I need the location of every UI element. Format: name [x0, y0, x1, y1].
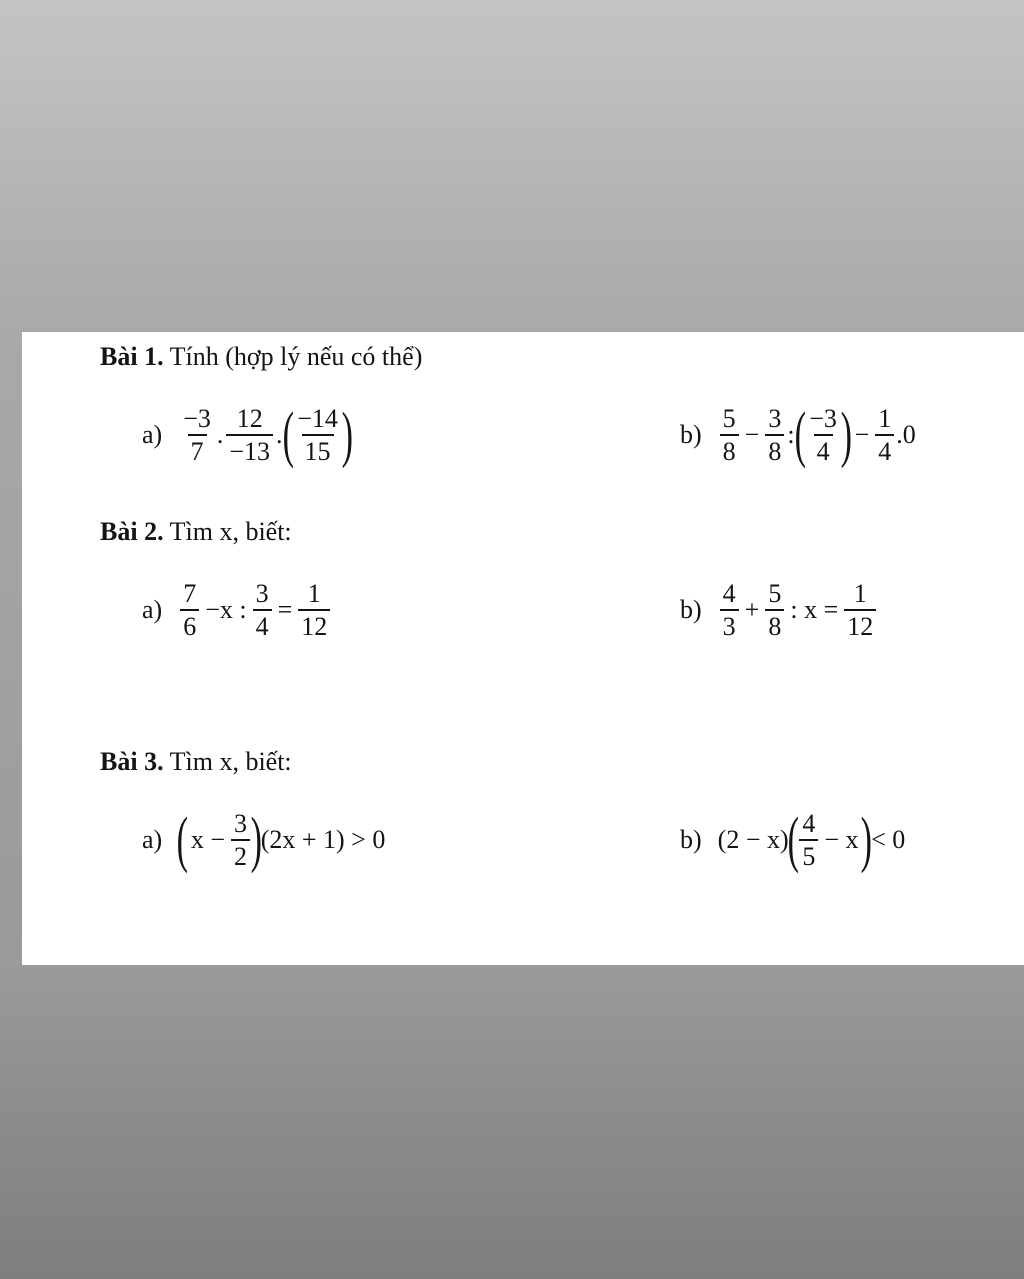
problem-3b-minus-x: − x [824, 825, 859, 854]
problem-1b-tail: .0 [896, 420, 916, 449]
denominator: 4 [253, 609, 272, 640]
exercise-2-number: Bài 2. [100, 517, 164, 546]
denominator: 2 [231, 839, 250, 870]
problem-2b [680, 580, 878, 641]
fraction [844, 580, 876, 641]
fraction [180, 580, 199, 641]
fraction [294, 405, 341, 466]
denominator: 8 [720, 434, 739, 465]
problem-3b-label: b) [680, 825, 702, 854]
exercise-1-instruction: Tính (hợp lý nếu có thể) [163, 342, 423, 371]
exercise-3-instruction: Tìm x, biết: [163, 747, 292, 776]
denominator: 15 [302, 434, 334, 465]
fraction [231, 810, 250, 871]
denominator: 5 [799, 839, 818, 870]
exercise-3-heading [100, 747, 292, 777]
exercise-1-heading [100, 342, 422, 372]
fraction [226, 405, 273, 466]
fraction [298, 580, 330, 641]
problem-1a-label: a) [142, 420, 163, 449]
problem-3b: b) (2 − x) ( $\frac{4}{5}$ − x ) < 0 [680, 806, 906, 874]
problem-2a-middle: −x : [205, 595, 247, 625]
denominator: −13 [226, 434, 273, 465]
numerator: 3 [768, 403, 782, 433]
fraction [720, 580, 739, 641]
exercise-sheet [22, 332, 1024, 965]
numerator: 4 [802, 808, 816, 838]
problem-1a: a) $\frac{-3}{7}$ . $\frac{12}{-13}$ . ( $\frac{-14}{15}$ ) [142, 401, 353, 469]
numerator: 1 [853, 579, 867, 608]
numerator: 1 [307, 579, 321, 608]
numerator: −3 [809, 403, 837, 433]
numerator: 3 [255, 579, 269, 608]
fraction [253, 580, 272, 641]
denominator: 3 [720, 609, 739, 640]
numerator: −3 [183, 403, 211, 433]
problem-3b-head: (2 − x) [717, 825, 789, 854]
denominator: 4 [814, 434, 833, 465]
problem-3a: a) ( x − $\frac{3}{2}$ ) (2x + 1) > 0 [142, 806, 386, 874]
denominator: 8 [765, 609, 784, 640]
fraction [765, 580, 784, 641]
exercise-3-number: Bài 3. [100, 747, 164, 776]
fraction [806, 405, 840, 466]
numerator: 5 [722, 403, 736, 433]
problem-2a [142, 580, 332, 641]
numerator: 5 [768, 579, 782, 608]
numerator: −14 [297, 403, 338, 433]
problem-1b-label: b) [680, 420, 702, 449]
fraction [875, 405, 894, 466]
problem-3a-x: x − [190, 825, 226, 854]
problem-2a-label: a) [142, 595, 163, 625]
numerator: 12 [236, 403, 263, 433]
denominator: 8 [765, 434, 784, 465]
numerator: 1 [878, 403, 892, 433]
fraction [765, 405, 784, 466]
denominator: 4 [875, 434, 894, 465]
numerator: 3 [234, 808, 248, 838]
denominator: 7 [188, 434, 207, 465]
problem-3a-tail: (2x + 1) > 0 [260, 825, 386, 854]
exercise-2-instruction: Tìm x, biết: [163, 517, 292, 546]
numerator: 7 [183, 579, 197, 608]
fraction [720, 405, 739, 466]
fraction [799, 810, 818, 871]
fraction [180, 405, 214, 466]
exercise-2-heading [100, 517, 292, 547]
denominator: 12 [298, 609, 330, 640]
plus-sign: + [744, 595, 760, 625]
numerator: 4 [722, 579, 736, 608]
problem-1b: b) $\frac{5}{8}$ − $\frac{3}{8}$ : ( $\frac{-3}{4}$ ) − $\frac{1}{4}$ .0 [680, 401, 916, 469]
problem-2b-middle: : x = [790, 595, 839, 625]
problem-3a-label: a) [142, 825, 163, 854]
exercise-1-number: Bài 1. [100, 342, 164, 371]
equals-sign: = [277, 595, 293, 625]
denominator: 6 [180, 609, 199, 640]
denominator: 12 [844, 609, 876, 640]
problem-3b-tail: < 0 [871, 825, 906, 854]
problem-2b-label: b) [680, 595, 702, 625]
